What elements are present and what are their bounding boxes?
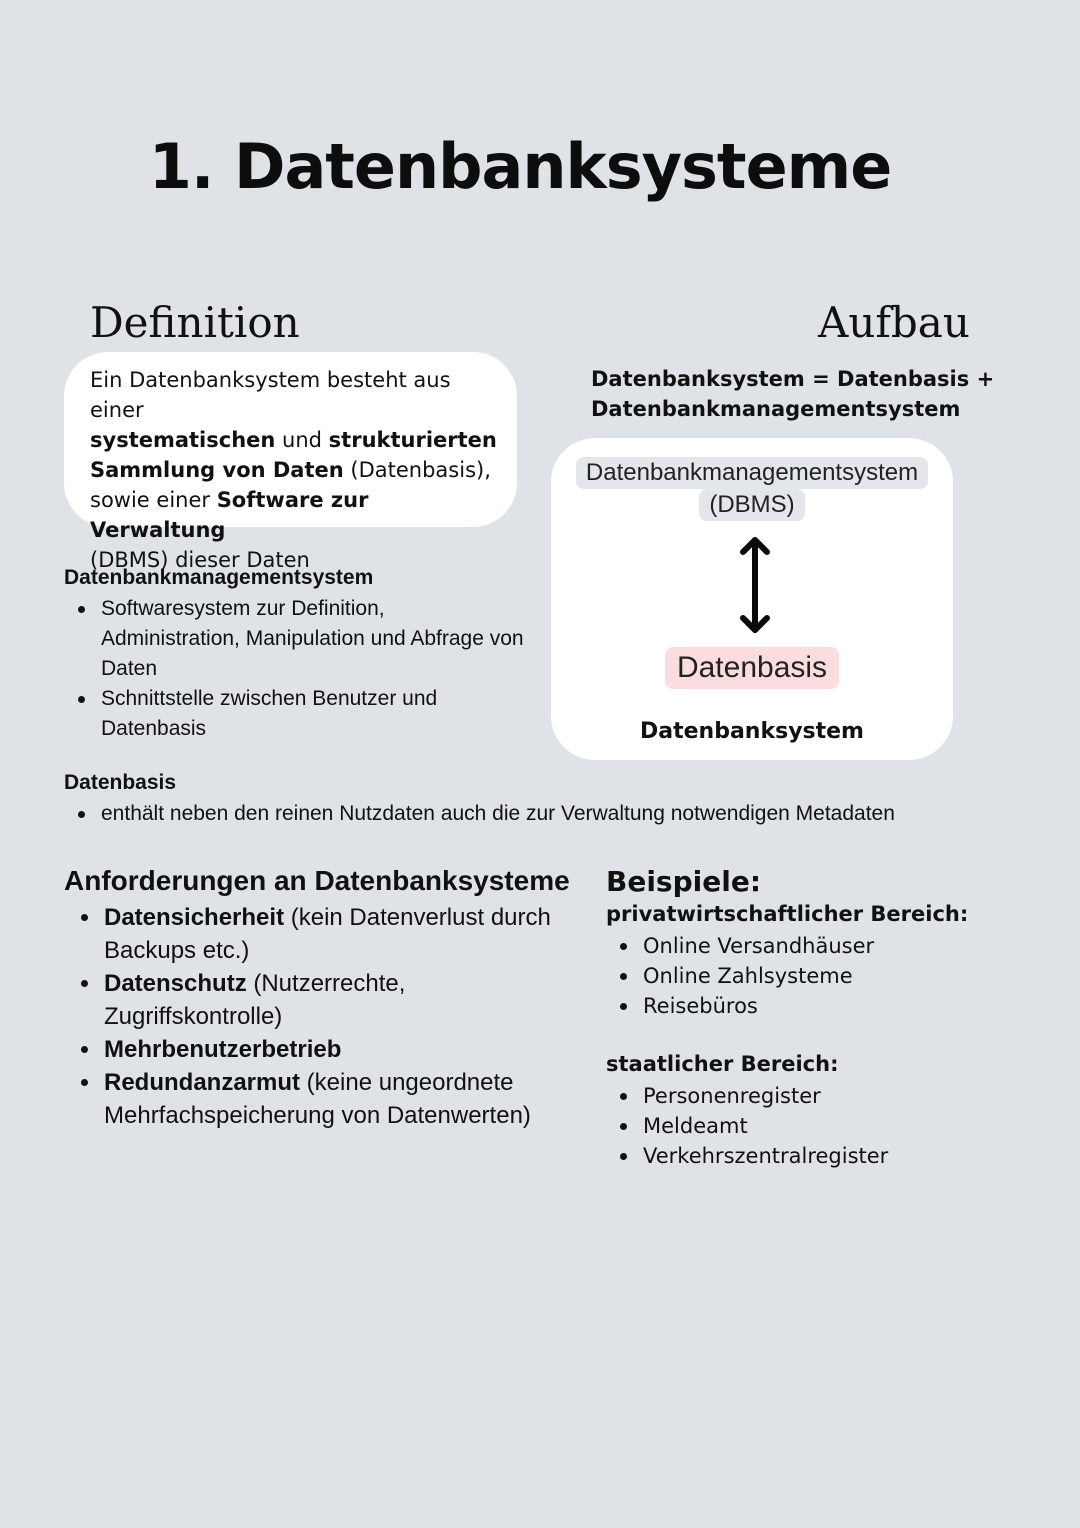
definition-bold-systematisch: systematischen [90, 428, 276, 452]
aufbau-diagram [551, 438, 953, 760]
requirement-name: Mehrbenutzerbetrieb [104, 1036, 342, 1063]
definition-heading: Definition [90, 298, 300, 347]
list-item: Personenregister [606, 1081, 1026, 1111]
dbms-box: Datenbankmanagementsystem [576, 457, 928, 489]
definition-text [90, 365, 510, 575]
aufbau-heading: Aufbau [818, 298, 970, 347]
aufbau-formula [591, 364, 994, 424]
staat-list [606, 1081, 1026, 1171]
definition-bold-sammlung: Sammlung von Daten [90, 458, 344, 482]
list-item [67, 967, 552, 1033]
list-item: Schnittstelle zwischen Benutzer und Datenbasis [64, 684, 524, 744]
dbms-abbrev-box: (DBMS) [699, 489, 804, 521]
list-item: Reisebüros [606, 991, 1026, 1021]
definition-text-part: sowie einer [90, 488, 217, 512]
anforderungen-heading: Anforderungen an Datenbanksysteme [64, 865, 570, 896]
list-item: Online Versandhäuser [606, 931, 1026, 961]
list-item: enthält neben den reinen Nutzdaten auch die zur Verwaltung notwendigen Metadaten [64, 799, 1024, 829]
definition-text-part: und [275, 428, 329, 452]
requirement-detail: (kein Datenverlust durch Backups etc.) [104, 904, 551, 964]
dbms-section-heading: Datenbankmanagementsystem [64, 566, 374, 589]
requirement-name: Redundanzarmut [104, 1069, 301, 1096]
beispiele-heading: Beispiele: [606, 865, 762, 898]
list-item: Meldeamt [606, 1111, 1026, 1141]
list-item: Online Zahlsysteme [606, 961, 1026, 991]
list-item [67, 1066, 552, 1132]
list-item [67, 1033, 552, 1066]
dbms-list [64, 594, 524, 744]
datenbasis-box: Datenbasis [665, 647, 839, 689]
staat-heading: staatlicher Bereich: [606, 1052, 839, 1076]
page-title: 1. Datenbanksysteme [148, 130, 892, 203]
list-item: Verkehrszentralregister [606, 1141, 1026, 1171]
requirement-name: Datenschutz [104, 970, 247, 997]
privat-heading: privatwirtschaftlicher Bereich: [606, 902, 969, 926]
diagram-caption: Datenbanksystem [640, 719, 864, 744]
definition-text-part: (Datenbasis), [343, 458, 491, 482]
definition-text-part: Ein Datenbanksystem besteht aus einer [90, 368, 451, 422]
datenbasis-list [64, 799, 1024, 829]
privat-list [606, 931, 1026, 1021]
list-item [67, 901, 552, 967]
definition-text-part: (DBMS) dieser Daten [90, 548, 310, 572]
anforderungen-list [67, 901, 552, 1132]
datenbasis-section-heading: Datenbasis [64, 771, 177, 794]
requirement-detail: (keine ungeordnete Mehrfachspeicherung von Datenwerten) [104, 1069, 531, 1129]
definition-bold-software: Software zur Verwaltung [90, 488, 369, 542]
requirement-name: Datensicherheit [104, 904, 285, 931]
definition-card [64, 352, 517, 572]
aufbau-formula-line: Datenbankmanagementsystem [591, 397, 961, 421]
aufbau-formula-line: Datenbanksystem = Datenbasis + [591, 367, 995, 391]
definition-bold-strukturiert: strukturierten [328, 428, 497, 452]
requirement-detail: (Nutzerrechte, Zugriffskontrolle) [104, 970, 406, 1030]
list-item: Softwaresystem zur Definition, Administration, Manipulation und Abfrage von Daten [64, 594, 524, 684]
double-arrow-icon [735, 534, 775, 636]
